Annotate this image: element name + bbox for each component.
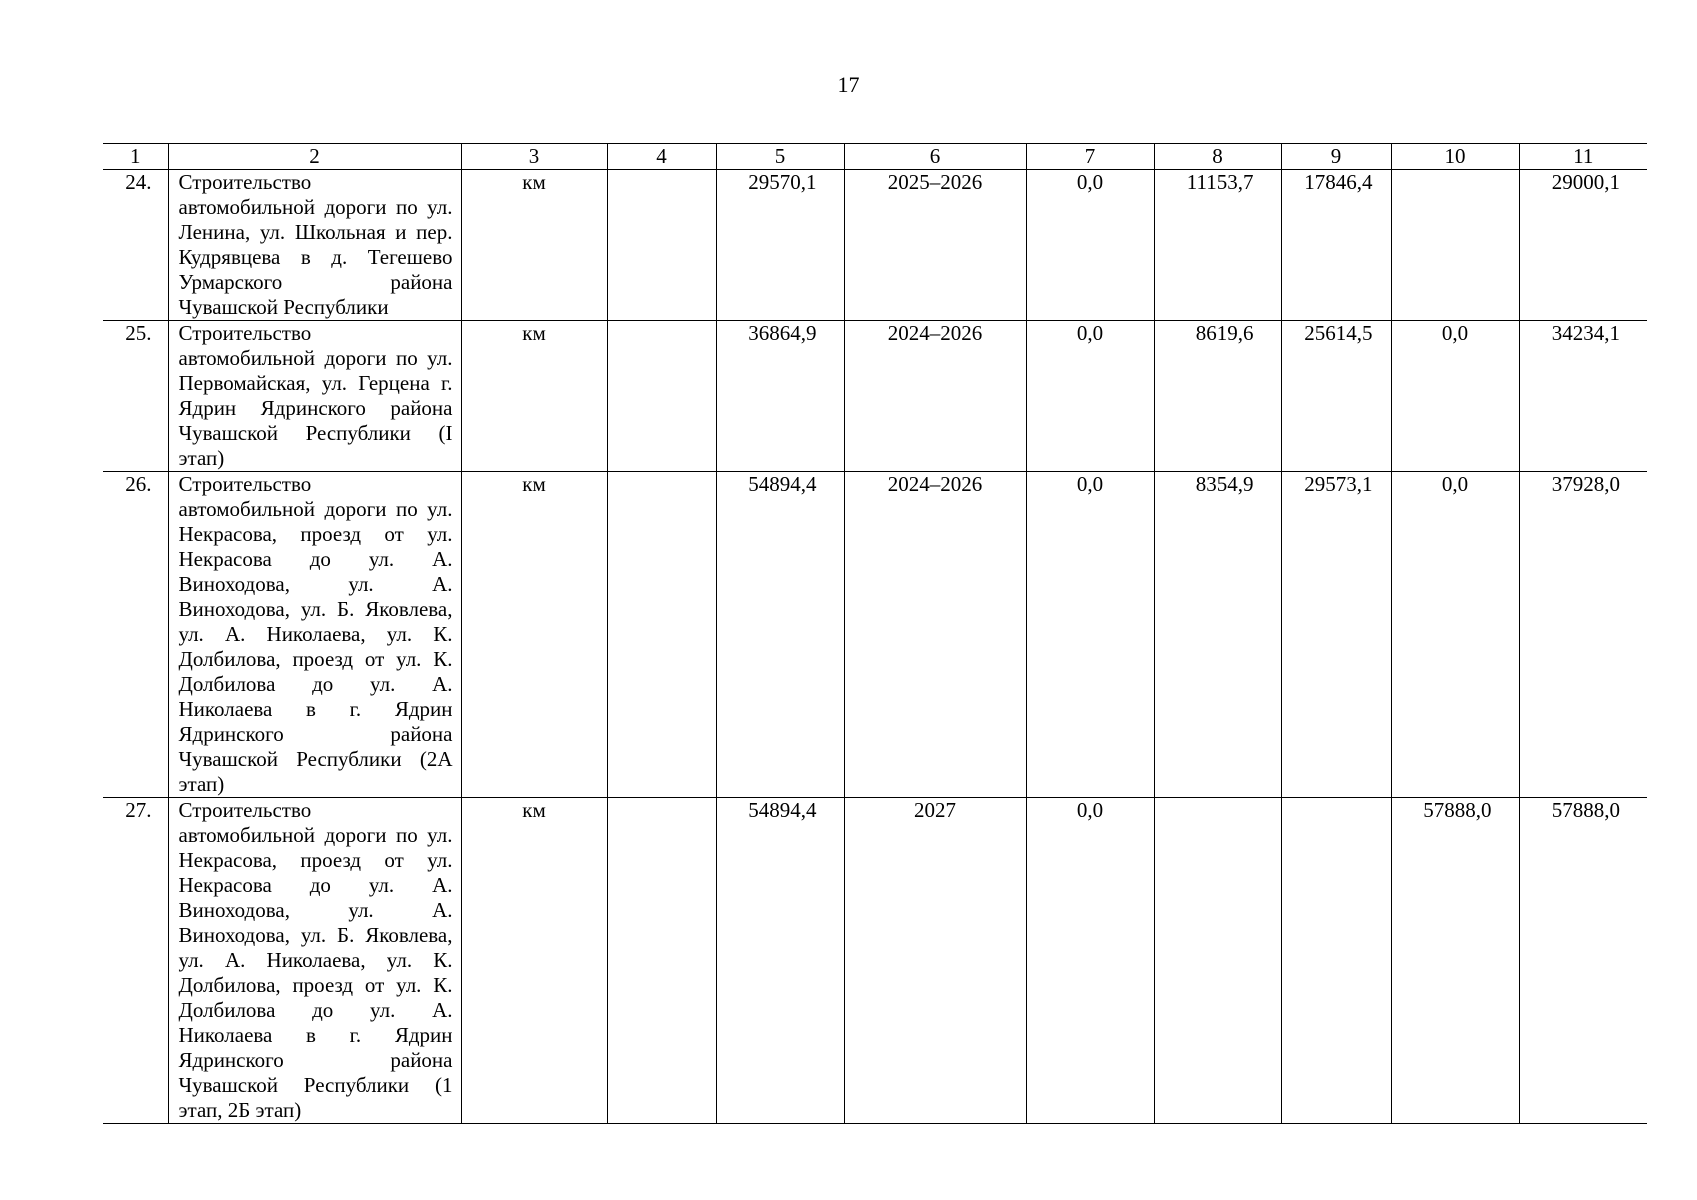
object-name: Строительство автомобильной дороги по ул. Некрасова, проезд от ул. Некрасова до ул. А. Виноходова, ул. А. Виноходова, ул. Б. Яковлева, ул. А. Николаева, ул. К. Долбилова, проезд от ул. К. Долбилова до ул. А. Николаева в г. Ядрин Ядринского района Чувашской Республики (2А этап)	[168, 472, 461, 798]
cell-col-5: 54894,4	[716, 472, 844, 798]
column-header: 6	[844, 144, 1026, 170]
cell-col-7: 0,0	[1026, 170, 1154, 321]
cell-col-10: 0,0	[1391, 321, 1519, 472]
cell-col-8: 8619,6	[1154, 321, 1281, 472]
cell-col-11: 57888,0	[1519, 798, 1647, 1124]
column-header: 11	[1519, 144, 1647, 170]
period-cell: 2024–2026	[844, 472, 1026, 798]
object-name: Строительство автомобильной дороги по ул. Первомайская, ул. Герцена г. Ядрин Ядринского района Чувашской Республики (I этап)	[168, 321, 461, 472]
cell-col-9: 17846,4	[1281, 170, 1391, 321]
cell-col-10	[1391, 170, 1519, 321]
cell-col-10: 0,0	[1391, 472, 1519, 798]
cell-col-8: 11153,7	[1154, 170, 1281, 321]
cell-col-5: 36864,9	[716, 321, 844, 472]
unit-cell: км	[461, 472, 607, 798]
cell-col-9	[1281, 798, 1391, 1124]
table-row	[103, 170, 1647, 321]
unit-cell: км	[461, 798, 607, 1124]
cell-col-11: 37928,0	[1519, 472, 1647, 798]
cell-col-5: 54894,4	[716, 798, 844, 1124]
table-row	[103, 321, 1647, 472]
object-name: Строительство автомобильной дороги по ул. Ленина, ул. Школьная и пер. Кудрявцева в д. Тегешево Урмарского района Чувашской Республики	[168, 170, 461, 321]
cell-col-7: 0,0	[1026, 798, 1154, 1124]
data-table	[103, 143, 1647, 1124]
header-row	[103, 144, 1647, 170]
cell-col-4	[607, 472, 716, 798]
cell-col-5: 29570,1	[716, 170, 844, 321]
cell-col-7: 0,0	[1026, 472, 1154, 798]
row-number: 24.	[103, 170, 168, 321]
column-header: 8	[1154, 144, 1281, 170]
cell-col-11: 29000,1	[1519, 170, 1647, 321]
cell-col-4	[607, 798, 716, 1124]
column-header: 5	[716, 144, 844, 170]
table-row	[103, 472, 1647, 798]
column-header: 9	[1281, 144, 1391, 170]
unit-cell: км	[461, 170, 607, 321]
column-header: 3	[461, 144, 607, 170]
column-header: 4	[607, 144, 716, 170]
column-header: 2	[168, 144, 461, 170]
row-number: 26.	[103, 472, 168, 798]
cell-col-9: 29573,1	[1281, 472, 1391, 798]
cell-col-4	[607, 170, 716, 321]
column-header: 10	[1391, 144, 1519, 170]
column-header: 1	[103, 144, 168, 170]
row-number: 27.	[103, 798, 168, 1124]
cell-col-4	[607, 321, 716, 472]
table-header	[103, 144, 1647, 170]
cell-col-8: 8354,9	[1154, 472, 1281, 798]
table-row	[103, 798, 1647, 1124]
period-cell: 2027	[844, 798, 1026, 1124]
column-header: 7	[1026, 144, 1154, 170]
cell-col-9: 25614,5	[1281, 321, 1391, 472]
unit-cell: км	[461, 321, 607, 472]
cell-col-8	[1154, 798, 1281, 1124]
cell-col-10: 57888,0	[1391, 798, 1519, 1124]
cell-col-7: 0,0	[1026, 321, 1154, 472]
object-name: Строительство автомобильной дороги по ул. Некрасова, проезд от ул. Некрасова до ул. А. Виноходова, ул. А. Виноходова, ул. Б. Яковлева, ул. А. Николаева, ул. К. Долбилова, проезд от ул. К. Долбилова до ул. А. Николаева в г. Ядрин Ядринского района Чувашской Республики (1 этап, 2Б этап)	[168, 798, 461, 1124]
table-body	[103, 170, 1647, 1124]
cell-col-11: 34234,1	[1519, 321, 1647, 472]
period-cell: 2024–2026	[844, 321, 1026, 472]
row-number: 25.	[103, 321, 168, 472]
period-cell: 2025–2026	[844, 170, 1026, 321]
page-number: 17	[837, 72, 860, 97]
